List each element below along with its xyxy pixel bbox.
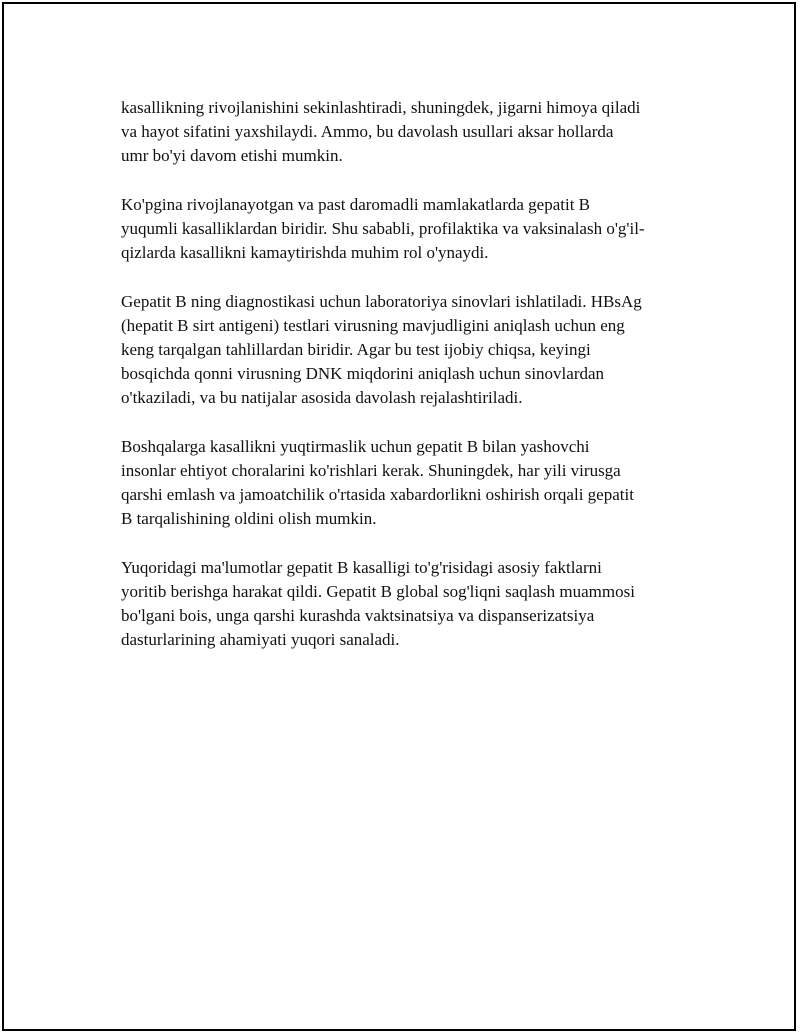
document-page: [2, 2, 796, 1031]
paragraph-prevention: [121, 435, 701, 532]
text-line: Yuqoridagi ma'lumotlar gepatit B kasalligi to'g'risidagi asosiy faktlarni: [121, 557, 602, 577]
text-line: bosqichda qonni virusning DNK miqdorini aniqlash uchun sinovlardan: [121, 364, 605, 384]
text-line: yuqumli kasalliklardan biridir. Shu sababli, profilaktika va vaksinalash o'g'il-: [121, 219, 645, 238]
text-line: Ko'pgina rivojlanayotgan va past daromadli mamlakatlarda gepatit B: [121, 194, 591, 214]
text-line: kasallikning rivojlanishini sekinlashtiradi, shuningdek, jigarni himoya qiladi: [121, 98, 641, 117]
text-line: keng tarqalgan tahlillardan biridir. Agar bu test ijobiy chiqsa, keyingi: [121, 340, 591, 359]
text-line: Gepatit B ning diagnostikasi uchun laboratoriya sinovlari ishlatiladi. HBsAg: [121, 291, 642, 311]
document-body: [121, 96, 701, 677]
text-line: bo'lgani bois, unga qarshi kurashda vaktsinatsiya va dispanserizatsiya: [121, 606, 595, 626]
paragraph-diagnostics: [121, 290, 701, 411]
text-line: Boshqalarga kasallikni yuqtirmaslik uchun gepatit B bilan yashovchi: [121, 436, 590, 456]
text-line: dasturlarining ahamiyati yuqori sanaladi.: [121, 630, 400, 650]
paragraph-developing-countries: [121, 193, 701, 266]
paragraph-treatment-duration: [121, 96, 701, 169]
text-line: qizlarda kasallikni kamaytirishda muhim rol o'ynaydi.: [121, 243, 489, 263]
text-line: va hayot sifatini yaxshilaydi. Ammo, bu davolash usullari aksar hollarda: [121, 122, 614, 142]
text-line: B tarqalishining oldini olish mumkin.: [121, 509, 377, 529]
paragraph-conclusion: [121, 556, 701, 653]
text-line: insonlar ehtiyot choralarini ko'rishlari kerak. Shuningdek, har yili virusga: [121, 461, 621, 480]
text-line: o'tkaziladi, va bu natijalar asosida davolash rejalashtiriladi.: [121, 388, 523, 408]
text-line: umr bo'yi davom etishi mumkin.: [121, 146, 343, 166]
text-line: yoritib berishga harakat qildi. Gepatit B global sog'liqni saqlash muammosi: [121, 582, 635, 601]
text-line: qarshi emlash va jamoatchilik o'rtasida xabardorlikni oshirish orqali gepatit: [121, 485, 634, 505]
text-line: (hepatit B sirt antigeni) testlari virusning mavjudligini aniqlash uchun eng: [121, 315, 625, 335]
